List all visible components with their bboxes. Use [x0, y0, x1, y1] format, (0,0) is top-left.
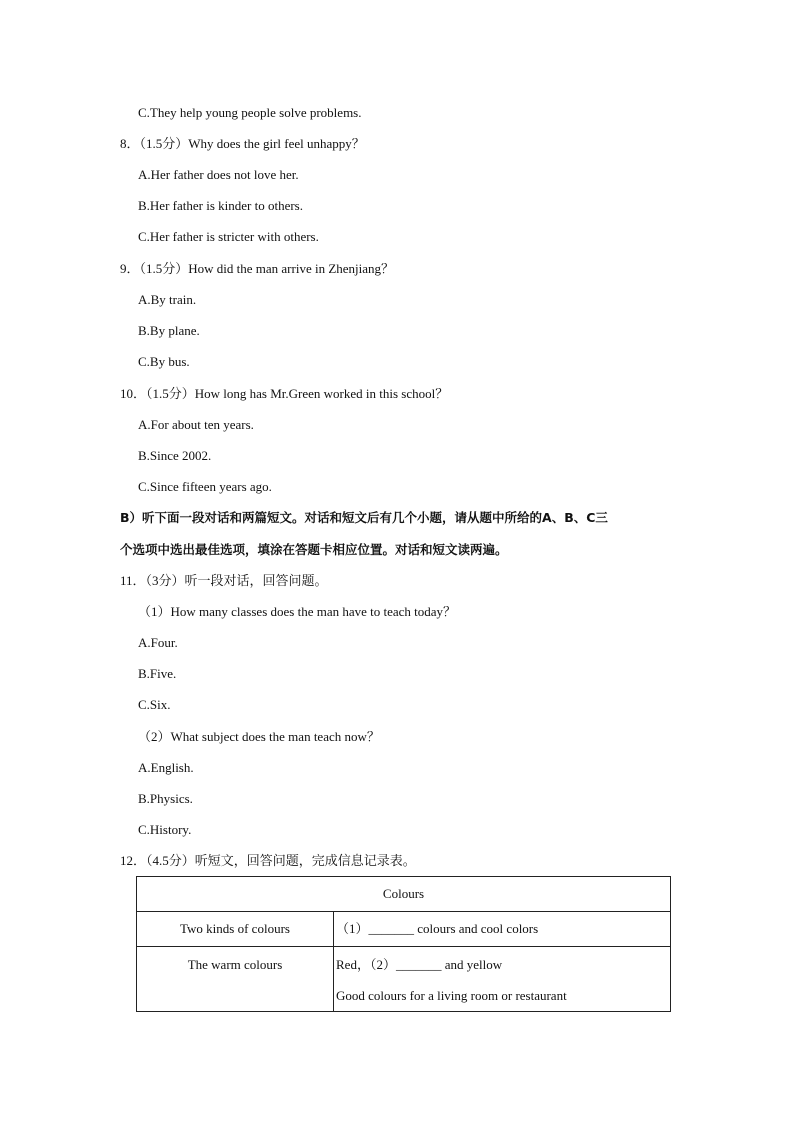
- question-11: 11．（3分）听一段对话，回答问题。: [120, 573, 328, 588]
- q11-sub2-option-b: B.Physics.: [138, 791, 193, 806]
- q11-sub2-option-a: A.English.: [138, 760, 194, 775]
- table-row2-label: [137, 947, 334, 1012]
- q11-sub1-option-c: C.Six.: [138, 697, 171, 712]
- q9-option-c: C.By bus.: [138, 354, 190, 369]
- q11-sub2-option-c: C.History.: [138, 822, 192, 837]
- table-row2-label-text: The warm colours: [187, 957, 283, 972]
- q8-option-c: C.Her father is stricter with others.: [138, 229, 319, 244]
- table-row1-label: Two kinds of colours: [137, 912, 334, 947]
- q7-option-c: C.They help young people solve problems.: [138, 105, 362, 120]
- table-row1-value: （1）_______ colours and cool colors: [334, 912, 671, 947]
- q11-sub2: （2）What subject does the man teach now？: [138, 729, 380, 744]
- table-row2-value-line1: Red，（2）_______ and yellow: [336, 957, 503, 972]
- q8-option-a: A.Her father does not love her.: [138, 167, 299, 182]
- q8-option-b: B.Her father is kinder to others.: [138, 198, 303, 213]
- question-8: 8．（1.5分）Why does the girl feel unhappy？: [120, 136, 365, 151]
- table-row2-value-line2: Good colours for a living room or restaurant: [336, 988, 567, 1003]
- section-b-instruction-line2: 个选项中选出最佳选项，填涂在答题卡相应位置。对话和短文读两遍。: [120, 542, 508, 557]
- colours-info-table: [136, 876, 671, 1012]
- question-9: 9．（1.5分）How did the man arrive in Zhenjiang？: [120, 261, 395, 276]
- q10-option-b: B.Since 2002.: [138, 448, 212, 463]
- q11-sub1: （1）How many classes does the man have to teach today？: [138, 604, 457, 619]
- q11-sub1-option-a: A.Four.: [138, 635, 178, 650]
- q9-option-b: B.By plane.: [138, 323, 200, 338]
- section-b-instruction-line1: B）听下面一段对话和两篇短文。对话和短文后有几个小题，请从题中所给的A、B、C三: [120, 510, 608, 525]
- table-title: Colours: [137, 877, 671, 912]
- question-12: 12．（4.5分）听短文，回答问题，完成信息记录表。: [120, 853, 416, 868]
- table-row2-value: [334, 947, 671, 1012]
- question-10: 10．（1.5分）How long has Mr.Green worked in this school？: [120, 386, 449, 401]
- q10-option-c: C.Since fifteen years ago.: [138, 479, 272, 494]
- q9-option-a: A.By train.: [138, 292, 197, 307]
- q10-option-a: A.For about ten years.: [138, 417, 254, 432]
- q11-sub1-option-b: B.Five.: [138, 666, 177, 681]
